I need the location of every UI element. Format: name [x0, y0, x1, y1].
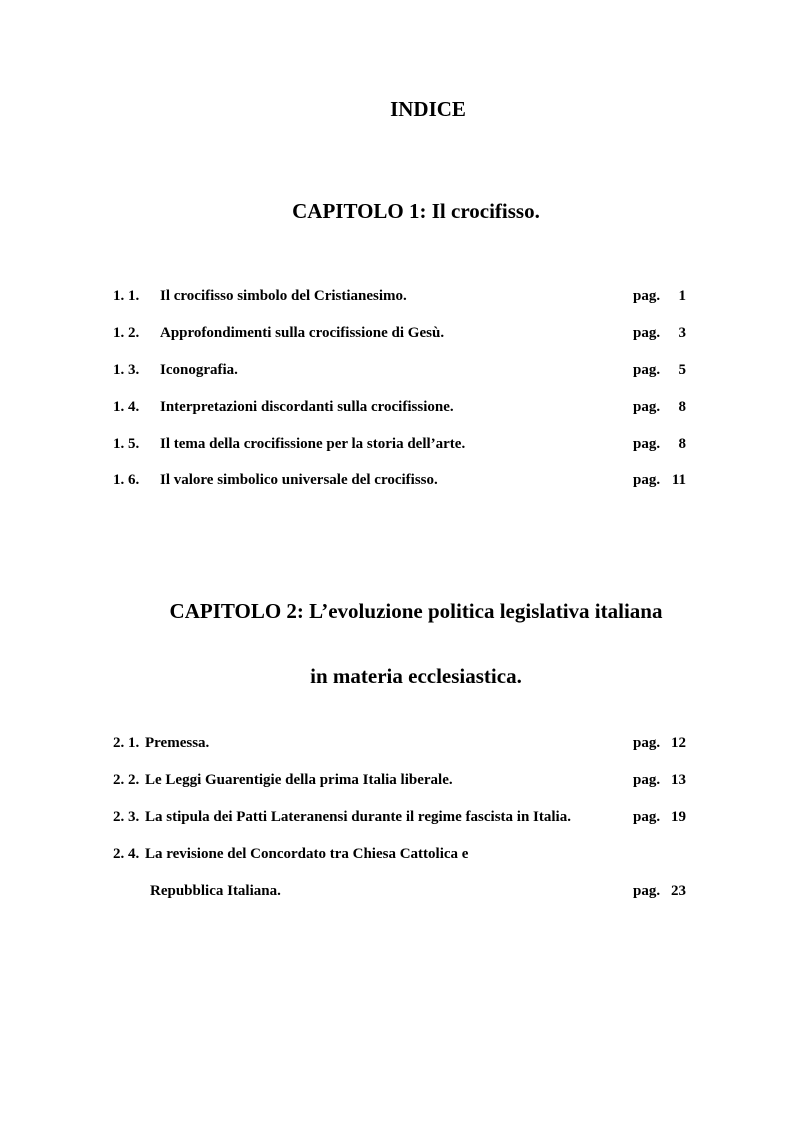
pag-label: pag. — [633, 772, 661, 788]
toc-entry[interactable] — [113, 397, 703, 417]
entry-page-number: 8 — [678, 399, 686, 415]
toc-entry[interactable] — [113, 323, 703, 343]
toc-entry[interactable] — [113, 733, 703, 753]
entry-number: 1. 4. — [113, 399, 140, 415]
entry-title: Il valore simbolico universale del crocifisso. — [160, 472, 438, 488]
entry-title: Premessa. — [145, 735, 210, 751]
entry-title-continuation: Repubblica Italiana. — [150, 883, 281, 899]
entry-page-number: 11 — [671, 472, 686, 488]
toc-entry[interactable] — [113, 470, 703, 490]
toc-entry-continuation[interactable] — [113, 881, 703, 901]
chapter-1-title: CAPITOLO 1: Il crocifisso. — [292, 199, 540, 223]
page-title: INDICE — [390, 97, 466, 121]
toc-entry[interactable] — [113, 807, 703, 827]
entry-number: 1. 5. — [113, 436, 140, 452]
toc-entry[interactable] — [113, 286, 703, 306]
entry-page-number: 12 — [671, 735, 686, 751]
pag-label: pag. — [633, 288, 661, 304]
entry-number: 2. 2. — [113, 772, 140, 788]
pag-label: pag. — [633, 436, 661, 452]
pag-label: pag. — [633, 809, 661, 825]
entry-title: Il tema della crocifissione per la storia dell’arte. — [160, 436, 466, 452]
entry-number: 1. 2. — [113, 325, 140, 341]
pag-label: pag. — [633, 883, 661, 899]
entry-number: 1. 6. — [113, 472, 140, 488]
entry-number: 2. 4. — [113, 846, 140, 862]
pag-label: pag. — [633, 472, 661, 488]
entry-title: Le Leggi Guarentigie della prima Italia liberale. — [145, 772, 453, 788]
entry-page-number: 13 — [671, 772, 686, 788]
toc-entry[interactable] — [113, 360, 703, 380]
entry-title: La revisione del Concordato tra Chiesa Cattolica e — [145, 846, 469, 862]
pag-label: pag. — [633, 362, 661, 378]
pag-label: pag. — [633, 735, 661, 751]
entry-title: Interpretazioni discordanti sulla crocifissione. — [160, 399, 454, 415]
entry-title: Il crocifisso simbolo del Cristianesimo. — [160, 288, 407, 304]
entry-title: Approfondimenti sulla crocifissione di Gesù. — [160, 325, 445, 341]
pag-label: pag. — [633, 399, 661, 415]
toc-entry[interactable] — [113, 844, 703, 864]
entry-page-number: 23 — [671, 883, 686, 899]
entry-page-number: 3 — [678, 325, 686, 341]
entry-page-number: 5 — [678, 362, 686, 378]
entry-page-number: 1 — [678, 288, 686, 304]
chapter-2-title-line-2: in materia ecclesiastica. — [310, 664, 522, 688]
pag-label: pag. — [633, 325, 661, 341]
entry-number: 1. 3. — [113, 362, 140, 378]
entry-number: 2. 1. — [113, 735, 140, 751]
entry-number: 2. 3. — [113, 809, 140, 825]
entry-page-number: 19 — [671, 809, 686, 825]
entry-page-number: 8 — [678, 436, 686, 452]
entry-title: La stipula dei Patti Lateranensi durante il regime fascista in Italia. — [145, 809, 571, 825]
entry-title: Iconografia. — [160, 362, 238, 378]
toc-entry[interactable] — [113, 434, 703, 454]
entry-number: 1. 1. — [113, 288, 140, 304]
chapter-2-title-line-1: CAPITOLO 2: L’evoluzione politica legislativa italiana — [169, 599, 663, 623]
toc-entry[interactable] — [113, 770, 703, 790]
